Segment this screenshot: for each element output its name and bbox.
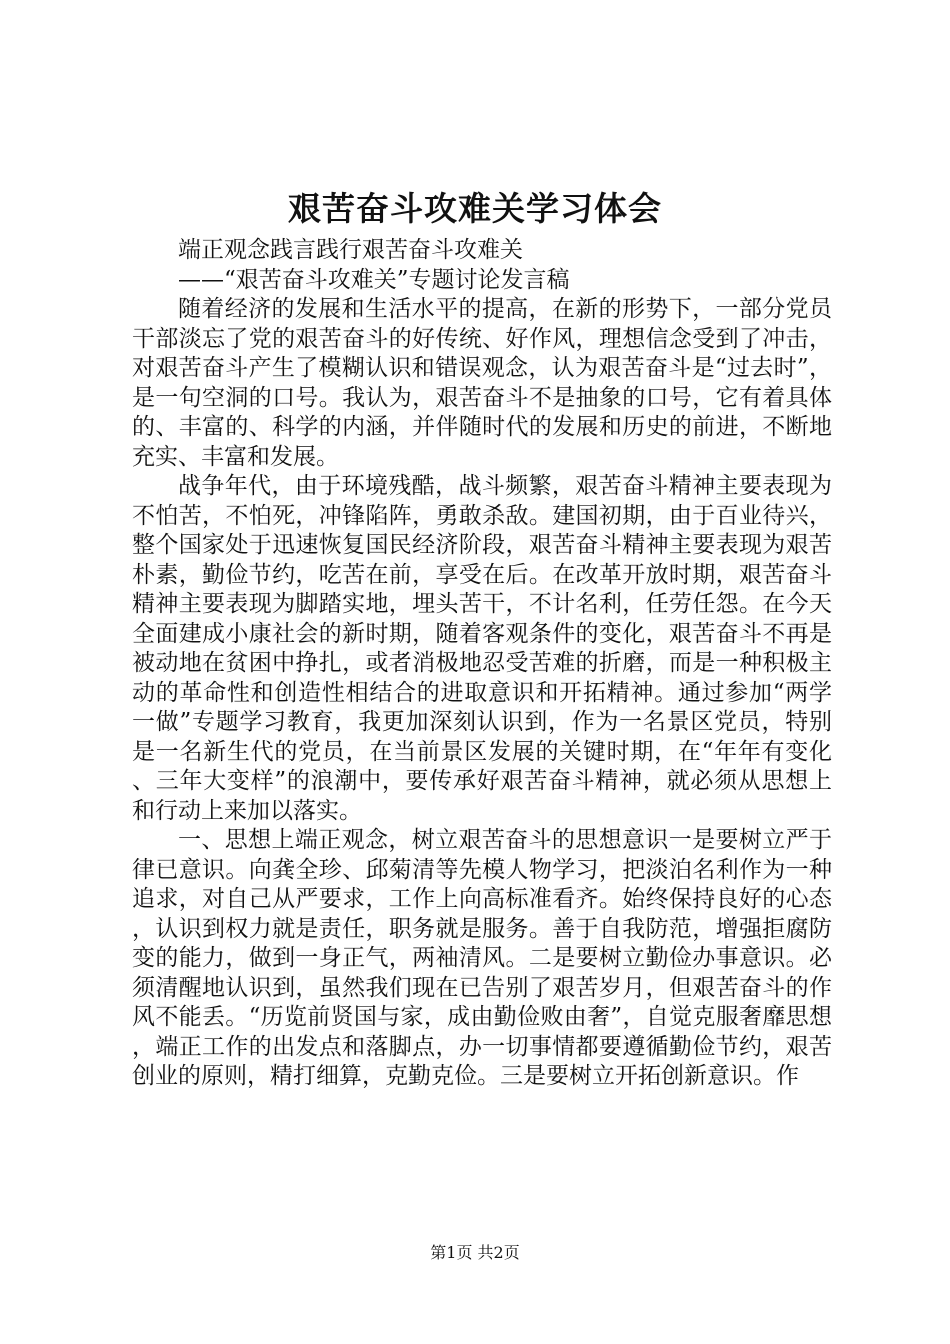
subtitle: 端正观念践言践行艰苦奋斗攻难关	[178, 237, 523, 263]
paragraph: 随着经济的发展和生活水平的提高，在新的形势下，一部分党员干部淡忘了党的艰苦奋斗的好传统、好作风，理想信念受到了冲击，对艰苦奋斗产生了模糊认识和错误观念，认为艰苦奋斗是“过去时”，是一句空洞的口号。我认为，艰苦奋斗不是抽象的口号，它有着具体的、丰富的、科学的内涵，并伴随时代的发展和历史的前进，不断地充实、丰富和发展。	[132, 296, 832, 470]
page-number-footer: 第1页 共2页	[430, 1243, 520, 1262]
byline: ——“艰苦奋斗攻难关”专题讨论发言稿	[178, 266, 570, 293]
paragraph: 一、思想上端正观念，树立艰苦奋斗的思想意识一是要树立严于律已意识。向龚全珍、邱菊清等先模人物学习，把淡泊名利作为一种追求，对自己从严要求，工作上向高标准看齐。始终保持良好的心态，认识到权力就是责任，职务就是服务。善于自我防范，增强拒腐防变的能力，做到一身正气，两袖清风。二是要树立勤俭办事意识。必须清醒地认识到，虽然我们现在已告别了艰苦岁月，但艰苦奋斗的作风不能丢。“历览前贤国与家，成由勤俭败由奢”，自觉克服奢靡思想，端正工作的出发点和落脚点，办一切事情都要遵循勤俭节约，艰苦创业的原则，精打细算，克勤克俭。三是要树立开拓创新意识。作	[132, 827, 832, 1089]
paragraph: 战争年代，由于环境残酷，战斗频繁，艰苦奋斗精神主要表现为不怕苦，不怕死，冲锋陷阵，勇敢杀敌。建国初期，由于百业待兴，整个国家处于迅速恢复国民经济阶段，艰苦奋斗精神主要表现为艰苦朴素，勤俭节约，吃苦在前，享受在后。在改革开放时期，艰苦奋斗精神主要表现为脚踏实地，埋头苦干，不计名利，任劳任怨。在今天全面建成小康社会的新时期，随着客观条件的变化，艰苦奋斗不再是被动地在贫困中挣扎，或者消极地忍受苦难的折磨，而是一种积极主动的革命性和创造性相结合的进取意识和开拓精神。通过参加“两学一做”专题学习教育，我更加深刻认识到，作为一名景区党员，特别是一名新生代的党员，在当前景区发展的关键时期，在“年年有变化、三年大变样”的浪潮中，要传承好艰苦奋斗精神，就必须从思想上和行动上来加以落实。	[132, 473, 832, 824]
document-title: 艰苦奋斗攻难关学习体会	[288, 189, 662, 228]
document-body	[132, 236, 832, 1092]
